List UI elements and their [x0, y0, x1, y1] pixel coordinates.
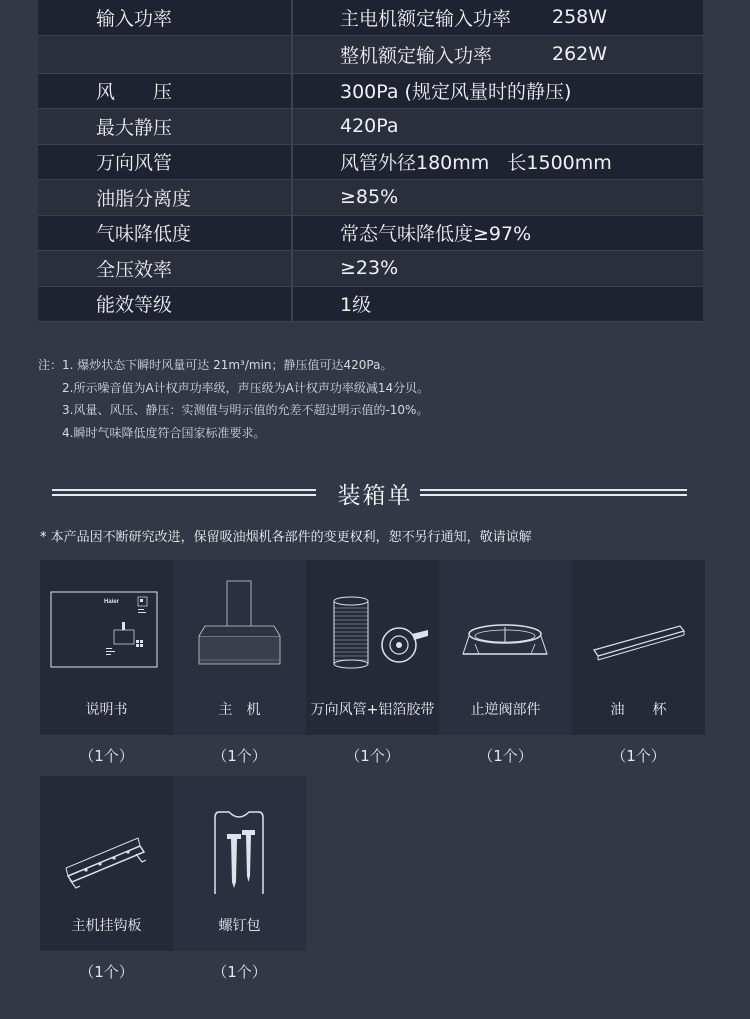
spec-value: 420Pa	[293, 109, 703, 144]
manual-brand-logo: Haier	[104, 599, 120, 605]
item-qty: （1个）	[79, 963, 134, 981]
item-name: 油 杯	[610, 702, 667, 718]
manual-icon	[40, 578, 173, 678]
item-qty: （1个）	[478, 747, 533, 765]
spec-value: ≥85%	[293, 180, 703, 215]
spec-label: 风 压	[38, 74, 293, 109]
item-name: 止逆阀部件	[470, 702, 541, 718]
title-rule-left	[52, 489, 316, 496]
item-qty: （1个）	[212, 747, 267, 765]
spec-row-grease-separation	[38, 180, 703, 216]
item-name: 主 机	[218, 702, 261, 718]
packing-list-heading	[0, 478, 750, 508]
packing-item-screw-pack	[173, 776, 306, 981]
spec-sub-value: 262W	[552, 43, 608, 65]
spec-label: 最大静压	[38, 109, 293, 144]
item-qty: （1个）	[212, 963, 267, 981]
packing-item-main-unit	[173, 560, 306, 765]
item-name: 螺钉包	[218, 918, 261, 934]
note-line: 4.瞬时气味降低度符合国家标准要求。	[62, 425, 266, 440]
hanging-plate-icon	[40, 794, 173, 894]
spec-value: 常态气味降低度≥97%	[293, 216, 703, 251]
spec-row-energy-grade	[38, 287, 703, 323]
spec-row-wind-pressure	[38, 74, 703, 110]
spec-row-efficiency	[38, 251, 703, 287]
spec-value: 1级	[293, 287, 703, 322]
note-line: 3.风量、风压、静压：实测值与明示值的允差不超过明示值的-10%。	[62, 403, 429, 417]
spec-label	[38, 36, 293, 73]
note-line: 2.所示噪音值为A计权声功率级，声压级为A计权声功率级减14分贝。	[62, 380, 430, 395]
spec-value	[293, 36, 703, 73]
item-qty: （1个）	[345, 747, 400, 765]
packing-item-duct-tape	[306, 560, 439, 765]
item-name: 主机挂钩板	[71, 918, 142, 934]
screw-pack-icon	[173, 794, 306, 894]
spec-value: 风管外径180mm 长1500mm	[293, 145, 703, 180]
note-line: 注：1. 爆炒状态下瞬时风量可达 21m³/min；静压值可达420Pa。	[38, 358, 393, 372]
spec-row-max-static-pressure	[38, 109, 703, 145]
spec-label: 万向风管	[38, 145, 293, 180]
spec-table	[38, 0, 703, 322]
oil-cup-icon	[572, 578, 705, 678]
spec-sub-name: 主电机额定输入功率	[340, 7, 512, 30]
notes	[38, 354, 429, 444]
item-qty: （1个）	[611, 747, 666, 765]
packing-item-check-valve	[439, 560, 572, 765]
spec-value	[293, 0, 703, 35]
packing-item-oil-cup	[572, 560, 705, 765]
title-rule-right	[420, 489, 687, 496]
packing-list-title: 装箱单	[337, 482, 413, 509]
spec-value: ≥23%	[293, 251, 703, 286]
spec-row-input-power	[38, 0, 703, 36]
spec-label: 输入功率	[38, 0, 293, 35]
spec-label: 能效等级	[38, 287, 293, 322]
range-hood-icon	[173, 578, 306, 678]
duct-tape-icon	[306, 578, 439, 678]
spec-label: 气味降低度	[38, 216, 293, 251]
spec-row-total-power	[38, 36, 703, 74]
spec-row-odor-reduction	[38, 216, 703, 252]
item-name: 万向风管+铝箔胶带	[310, 702, 435, 718]
spec-row-duct	[38, 145, 703, 181]
spec-sub-value: 258W	[552, 6, 608, 29]
check-valve-icon	[439, 578, 572, 678]
item-qty: （1个）	[79, 747, 134, 765]
spec-value: 300Pa (规定风量时的静压)	[293, 74, 703, 109]
spec-label: 油脂分离度	[38, 180, 293, 215]
packing-item-manual	[40, 560, 173, 765]
item-name: 说明书	[85, 702, 128, 718]
packing-disclaimer: * 本产品因不断研究改进，保留吸油烟机各部件的变更权利，恕不另行通知，敬请谅解	[40, 530, 532, 545]
packing-item-hanging-plate	[40, 776, 173, 981]
spec-label: 全压效率	[38, 251, 293, 286]
spec-sub-name: 整机额定输入功率	[340, 44, 493, 67]
